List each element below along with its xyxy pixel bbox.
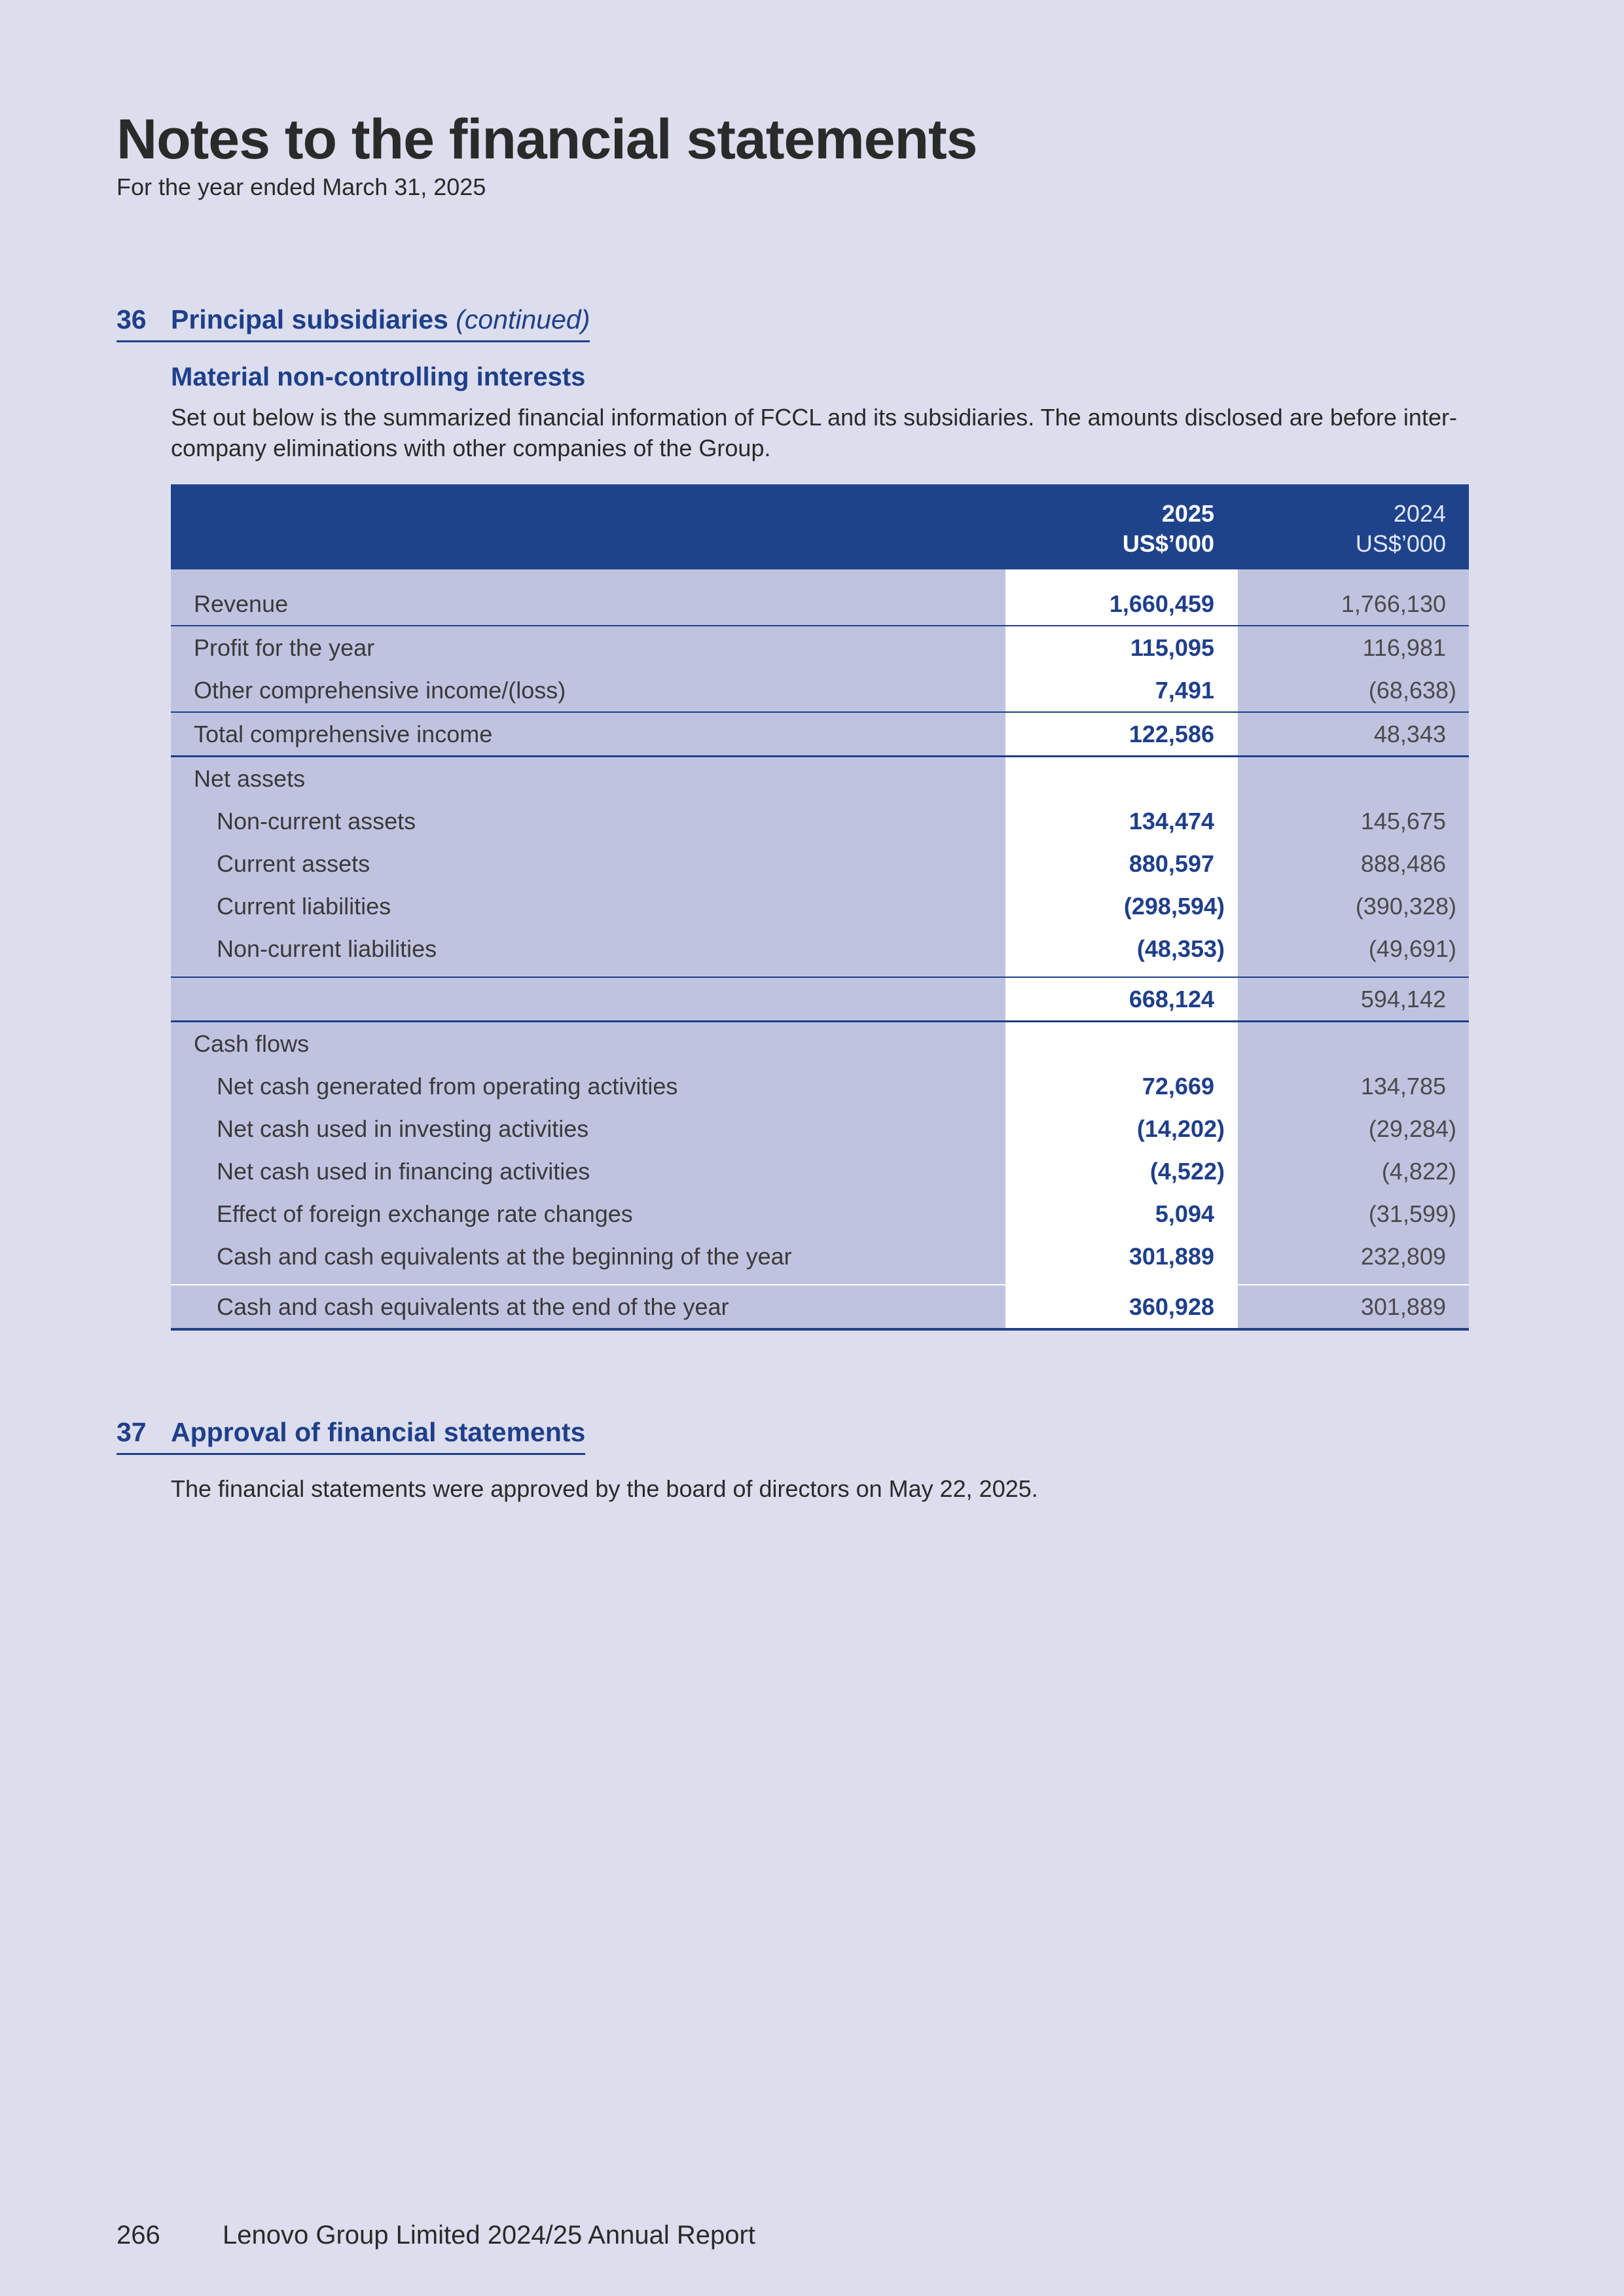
- section-36-heading: [117, 304, 590, 342]
- row-label: Revenue: [194, 590, 289, 617]
- header-2024-unit: US$’000: [1355, 530, 1446, 557]
- row-label: Net cash generated from operating activities: [217, 1073, 678, 1100]
- table-row: [171, 669, 1469, 711]
- value-2024: (390,328): [1355, 893, 1456, 920]
- table-row: [171, 1193, 1469, 1235]
- row-label: Effect of foreign exchange rate changes: [217, 1200, 633, 1227]
- row-label: Net cash used in investing activities: [217, 1115, 589, 1142]
- row-label: Current liabilities: [217, 893, 391, 920]
- section-37-heading: [117, 1417, 585, 1455]
- value-2024: 116,981: [1362, 634, 1446, 661]
- header-2025: [1123, 499, 1214, 559]
- table-row: [171, 927, 1469, 970]
- value-2024: 1,766,130: [1341, 590, 1446, 617]
- page-footer: [117, 2221, 755, 2250]
- page-subtitle: For the year ended March 31, 2025: [117, 173, 486, 200]
- section-title: Approval of financial statements: [171, 1417, 586, 1447]
- row-label: Profit for the year: [194, 634, 375, 661]
- value-2024: 301,889: [1360, 1293, 1446, 1320]
- approval-text: The financial statements were approved by the board of directors on May 22, 2025.: [171, 1475, 1038, 1502]
- financial-table: [171, 484, 1469, 1331]
- row-label: Cash and cash equivalents at the end of the year: [217, 1293, 729, 1320]
- value-2024: (4,822): [1381, 1158, 1456, 1185]
- table-row: [171, 842, 1469, 885]
- value-2025: 115,095: [1130, 634, 1214, 661]
- continued-label: (continued): [456, 304, 590, 334]
- value-2025: 122,586: [1128, 721, 1214, 747]
- table-row: [171, 1150, 1469, 1193]
- table-row: [171, 755, 1469, 800]
- value-2025: 5,094: [1155, 1200, 1214, 1227]
- table-row: [171, 583, 1469, 625]
- value-2025: 880,597: [1128, 850, 1214, 877]
- value-2024: (31,599): [1368, 1200, 1456, 1227]
- value-2025: (48,353): [1136, 935, 1225, 962]
- table-row: [171, 885, 1469, 927]
- value-2025: 301,889: [1128, 1243, 1214, 1270]
- value-2025: 1,660,459: [1109, 590, 1214, 617]
- value-2024: 888,486: [1360, 850, 1446, 877]
- table-row-net-assets-total: [171, 977, 1469, 1020]
- header-2025-unit: US$’000: [1122, 530, 1214, 557]
- row-label: Non-current assets: [217, 808, 416, 834]
- table-row: [171, 800, 1469, 842]
- row-label: Other comprehensive income/(loss): [194, 677, 566, 704]
- row-label: Cash flows: [194, 1030, 310, 1057]
- value-2024: (49,691): [1368, 935, 1456, 962]
- intro-paragraph: Set out below is the summarized financial information of FCCL and its subsidiaries. The amounts disclosed are before inter-company eliminations with other companies of the Group.: [171, 404, 1457, 461]
- table-row: [171, 625, 1469, 669]
- value-2024: 145,675: [1360, 808, 1446, 834]
- table-row: [171, 711, 1469, 755]
- value-2024: 48,343: [1373, 721, 1446, 747]
- section-number: 36: [117, 304, 147, 334]
- section-number: 37: [117, 1417, 147, 1447]
- table-header: [171, 484, 1469, 569]
- value-2024: 232,809: [1360, 1243, 1446, 1270]
- table-row: [171, 1107, 1469, 1150]
- value-2024: (68,638): [1368, 677, 1456, 704]
- value-2025: 134,474: [1128, 808, 1214, 834]
- value-2024: 134,785: [1360, 1073, 1446, 1100]
- value-2025: 668,124: [1128, 986, 1214, 1013]
- row-label: Net assets: [194, 765, 306, 792]
- row-label: Total comprehensive income: [194, 721, 493, 747]
- page-number: 266: [117, 2221, 160, 2250]
- value-2025: (298,594): [1123, 893, 1225, 920]
- table-row: [171, 1235, 1469, 1278]
- row-label: Cash and cash equivalents at the beginning of the year: [217, 1243, 792, 1270]
- value-2025: 360,928: [1128, 1293, 1214, 1320]
- table-row: [171, 1020, 1469, 1065]
- value-2024: (29,284): [1368, 1115, 1456, 1142]
- header-2025-year: 2025: [1161, 500, 1214, 527]
- value-2024: 594,142: [1360, 986, 1446, 1013]
- section-title: Principal subsidiaries: [171, 304, 448, 334]
- row-label: Non-current liabilities: [217, 935, 437, 962]
- header-2024-year: 2024: [1393, 500, 1446, 527]
- value-2025: (14,202): [1136, 1115, 1225, 1142]
- value-2025: 72,669: [1142, 1073, 1214, 1100]
- subheading-material-nci: Material non-controlling interests: [171, 363, 586, 391]
- value-2025: (4,522): [1149, 1158, 1225, 1185]
- table-body: [171, 569, 1469, 1331]
- value-2025: 7,491: [1155, 677, 1214, 704]
- row-label: Net cash used in financing activities: [217, 1158, 590, 1185]
- page-title: Notes to the financial statements: [117, 108, 977, 171]
- publication-name: Lenovo Group Limited 2024/25 Annual Report: [223, 2221, 755, 2250]
- row-label: Current assets: [217, 850, 370, 877]
- header-2024: [1356, 499, 1446, 559]
- table-row: [171, 1284, 1469, 1328]
- table-row: [171, 1065, 1469, 1107]
